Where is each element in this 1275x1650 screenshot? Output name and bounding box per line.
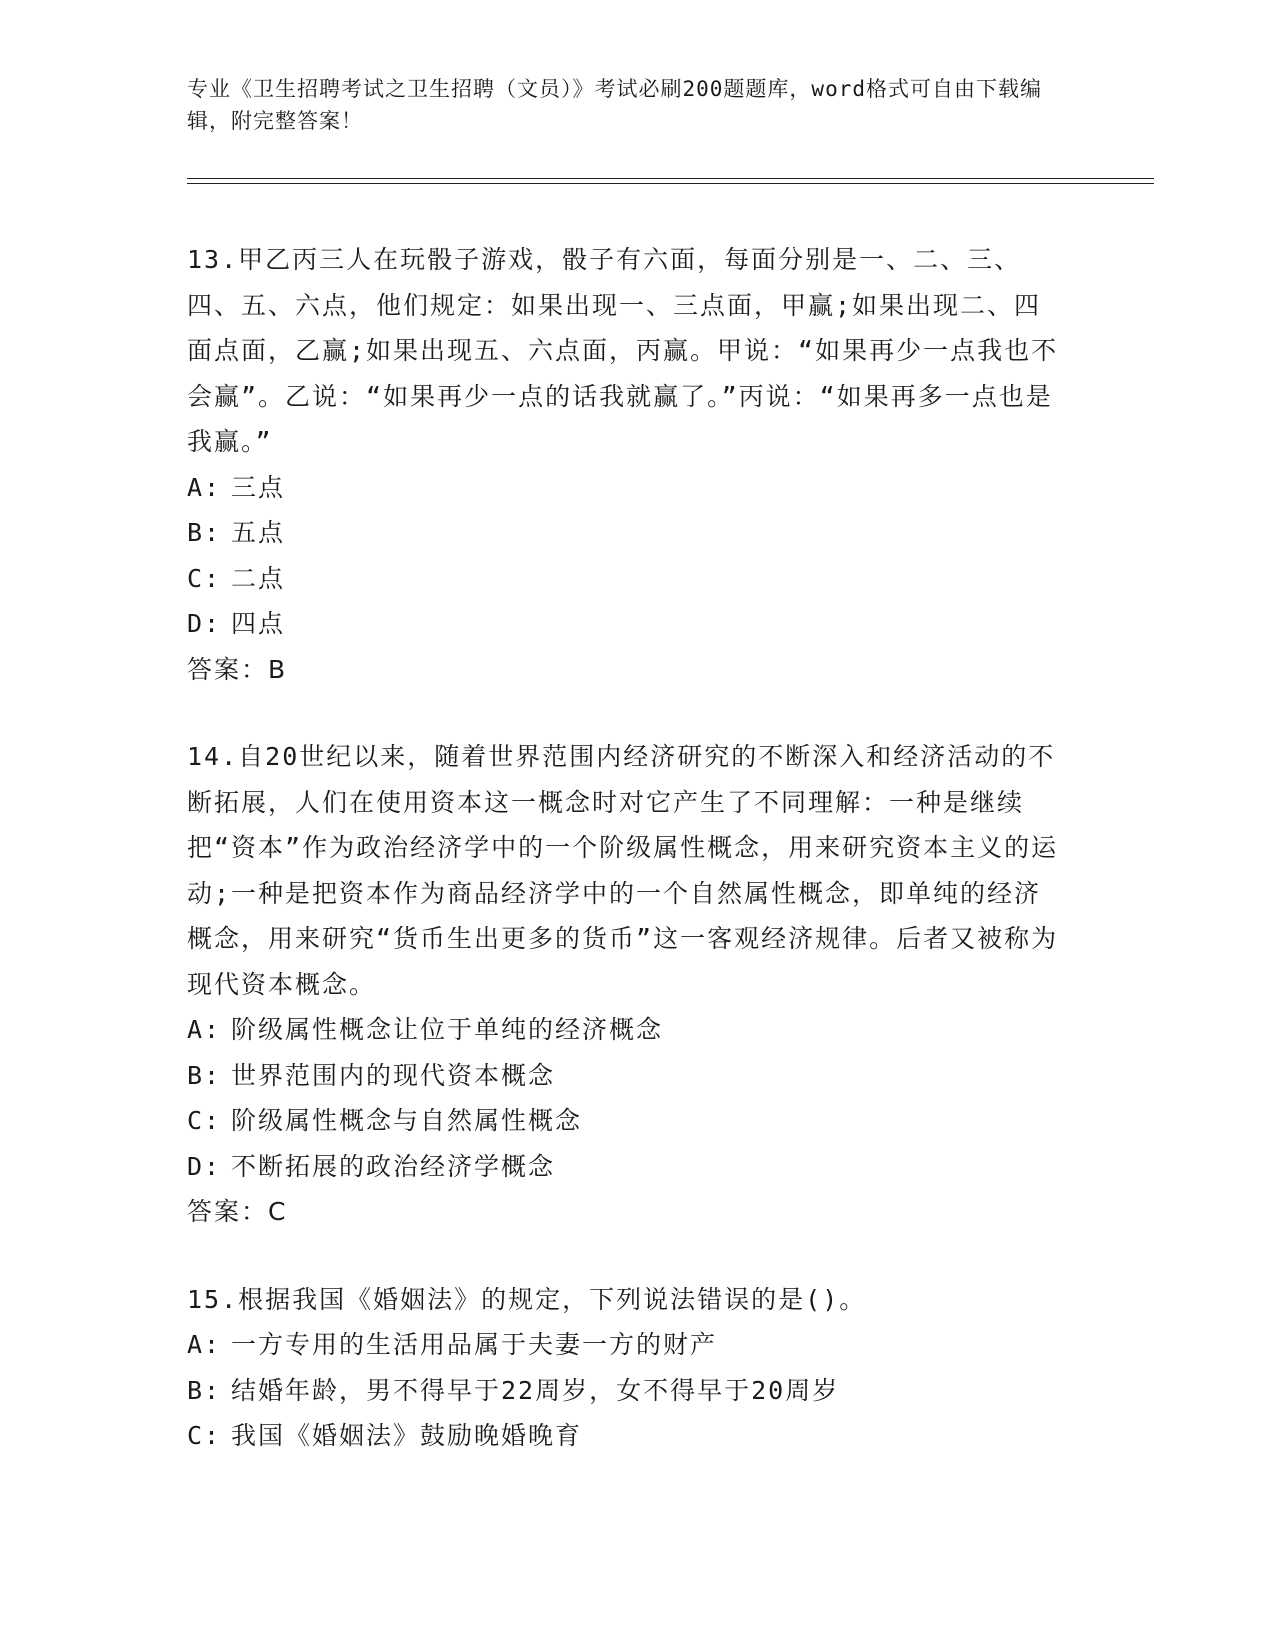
option-text: 我国《婚姻法》鼓励晚婚晚育	[231, 1421, 583, 1450]
option-letter: B:	[187, 1060, 222, 1090]
option-c	[187, 1413, 1067, 1459]
option-text: 二点	[231, 563, 286, 593]
option-text: 四点	[231, 609, 286, 638]
option-d	[187, 1144, 1067, 1190]
option-c	[187, 556, 1067, 602]
question-text: 14.自20世纪以来，随着世界范围内经济研究的不断深入和经济活动的不断拓展，人们在使用资本这一概念时对它产生了不同理解：一种是继续把“资本”作为政治经济学中的一个阶级属性概念，用来研究资本主义的运动;一种是把资本作为商品经济学中的一个自然属性概念，即单纯的经济概念，用来研究“货币生出更多的货币”这一客观经济规律。后者又被称为现代资本概念。	[187, 742, 1059, 999]
option-text: 三点	[231, 472, 286, 502]
option-letter: A:	[187, 1015, 222, 1044]
option-letter: C:	[187, 1106, 222, 1135]
answer: 答案：C	[187, 1197, 288, 1226]
option-a	[187, 1322, 1067, 1368]
option-letter: C:	[187, 563, 222, 593]
option-text: 一方专用的生活用品属于夫妻一方的财产	[231, 1330, 718, 1359]
question-list	[187, 237, 1067, 1501]
header-rule-top	[187, 178, 1154, 179]
option-text: 不断拓展的政治经济学概念	[231, 1151, 556, 1181]
option-c	[187, 1098, 1067, 1144]
answer: 答案：B	[187, 654, 288, 684]
option-text: 五点	[231, 518, 286, 547]
option-text: 阶级属性概念与自然属性概念	[231, 1106, 583, 1135]
question-text: 13.甲乙丙三人在玩骰子游戏，骰子有六面，每面分别是一、二、三、四、五、六点，他们规定：如果出现一、三点面，甲赢;如果出现二、四面点面，乙赢;如果出现五、六点面，丙赢。甲说：“如果再少一点我也不会赢”。乙说：“如果再少一点的话我就赢了。”丙说：“如果再多一点也是我赢。”	[187, 245, 1059, 456]
option-letter: A:	[187, 1330, 222, 1359]
question-13	[187, 237, 1067, 692]
option-b	[187, 1368, 1067, 1414]
option-a	[187, 465, 1067, 511]
option-letter: D:	[187, 609, 222, 638]
option-d	[187, 601, 1067, 647]
option-letter: C:	[187, 1421, 222, 1450]
option-b	[187, 510, 1067, 556]
document-header	[187, 73, 1067, 137]
header-rule-bottom	[187, 183, 1154, 184]
question-14	[187, 734, 1067, 1235]
option-text: 阶级属性概念让位于单纯的经济概念	[231, 1015, 664, 1044]
option-letter: B:	[187, 518, 222, 547]
option-text: 结婚年龄，男不得早于22周岁，女不得早于20周岁	[231, 1375, 840, 1405]
option-letter: D:	[187, 1151, 222, 1181]
question-15	[187, 1277, 1067, 1459]
header-title: 专业《卫生招聘考试之卫生招聘（文员）》考试必刷200题题库，word格式可自由下载编辑，附完整答案！	[187, 77, 1042, 133]
option-b	[187, 1053, 1067, 1099]
option-letter: B:	[187, 1375, 222, 1405]
option-a	[187, 1007, 1067, 1053]
option-text: 世界范围内的现代资本概念	[231, 1060, 556, 1090]
option-letter: A:	[187, 472, 222, 502]
question-text: 15.根据我国《婚姻法》的规定，下列说法错误的是()。	[187, 1284, 867, 1314]
